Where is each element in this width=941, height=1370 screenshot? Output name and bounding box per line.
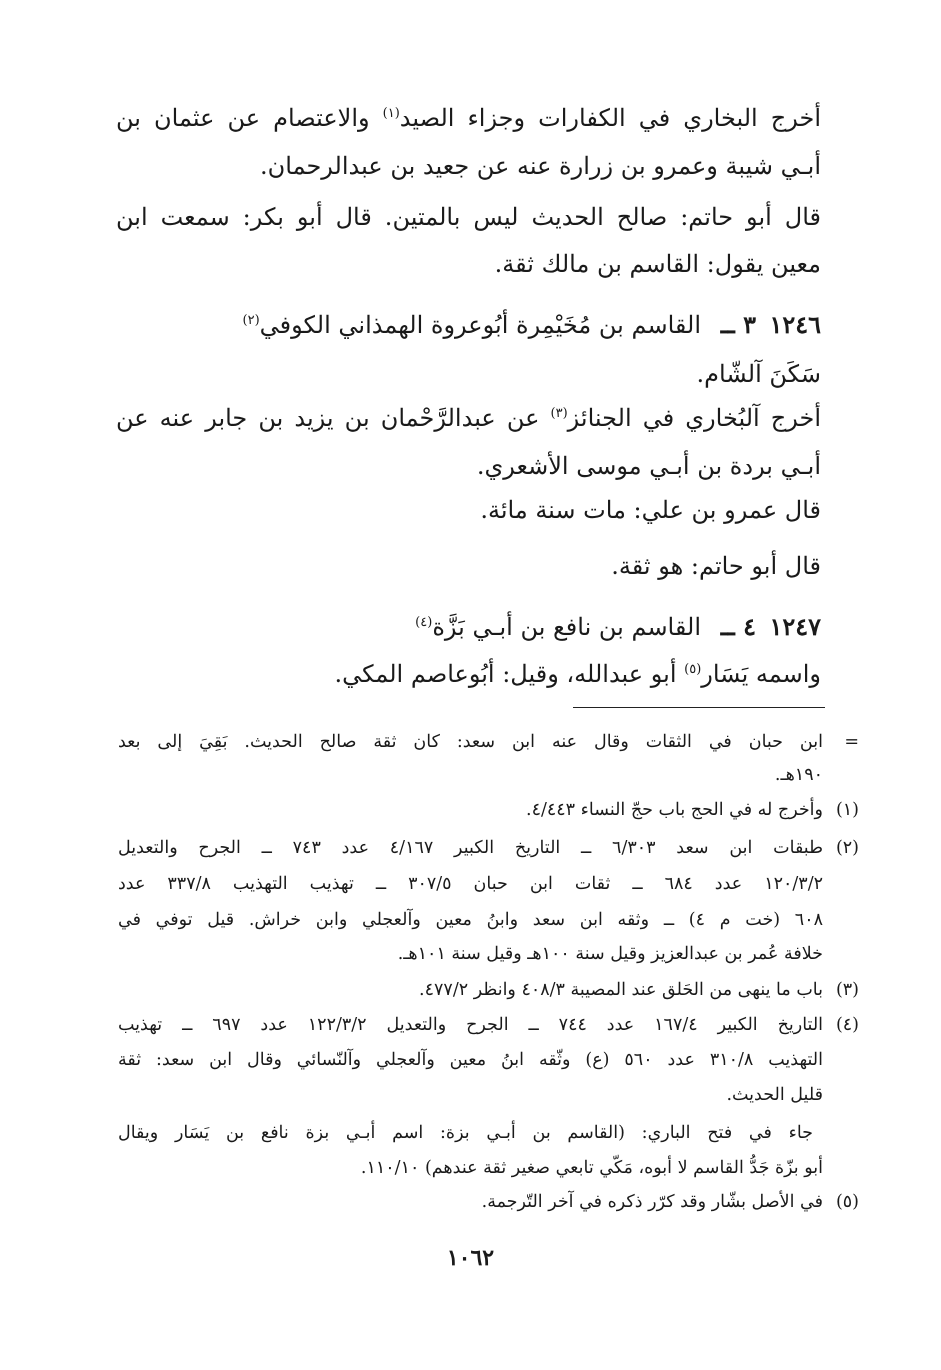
entry-1246-line-5: قال عمرو بن علي: مات سنة مائة. — [480, 496, 821, 524]
entry-1246-line-6: قال أبو حاتم: هو ثقة. — [611, 552, 821, 580]
footnote-2-line-2: ١٢٠/٣/٢ عدد ٦٨٤ ــ ثقات ابن حبان ٣٠٧/٥ ــ تهذيب التهذيب ٣٣٧/٨ عدد — [118, 874, 823, 894]
footnote-separator — [573, 707, 825, 708]
footnote-continuation-line-2: ١٩٠هـ. — [774, 765, 823, 785]
entry-1247-line-2: واسمه يَسَار$^{(٥)}$ أبو عبدالله، وقيل: أبُوعاصم المكي. — [334, 660, 821, 688]
paragraph-1-line-1: أخرج البخاري في الكفارات وجزاء الصيد$^{(١)}$ والاعتصام عن عثمان بن — [116, 104, 822, 132]
page-number: ١٠٦٢ — [446, 1245, 495, 1271]
footnote-1: (١) وأخرج له في الحج باب حجّ النساء ٤/٤٤٣. — [526, 800, 859, 820]
footnote-4-line-2: التهذيب ٣١٠/٨ عدد ٥٦٠ (ع) وثّقه ابنُ معين وآلعجلي وآلنّسائي وقال ابن سعد: ثقة — [118, 1050, 823, 1070]
footnote-ref-4: (٤) — [415, 615, 433, 630]
footnote-continuation-line-1: = ابن حبان في الثقات وقال عنه ابن سعد: كان ثقة صالح الحديث. بَقِيَ إلى بعد — [118, 732, 859, 752]
footnote-4-line-5: أبو بزّة جَدُّ القاسم لا أبوه، مَكّي تابعي صغير ثقة عندهم) ١١٠/١٠. — [360, 1158, 823, 1178]
footnote-4-line-1: (٤) التاريخ الكبير ١٦٧/٤ عدد ٧٤٤ ــ الجرح والتعديل ١٢٢/٣/٢ عدد ٦٩٧ ــ تهذيب — [118, 1015, 859, 1035]
footnote-ref-1: (١) — [382, 106, 400, 121]
paragraph-2-line-1: قال أبو حاتم: صالح الحديث ليس بالمتين. قال أبو بكر: سمعت ابن — [116, 203, 821, 231]
entry-number: ١٢٤٦ — [769, 310, 821, 339]
entry-name: القاسم بن مُخَيْمِرة أبُوعروة الهمذاني الكوفي$^{(٢)}$ — [242, 311, 701, 339]
footnote-2-line-3: ٦٠٨ (خت م ٤) ــ وثقه ابن سعد وابنُ معين وآلعجلي وابن خراش. قيل توفي في — [118, 910, 823, 930]
entry-name: القاسم بن نافع بن أبـي بَزَّة$^{(٤)}$ — [415, 613, 701, 641]
footnote-4-line-4: جاء في فتح الباري: (القاسم بن أبـي بزة: اسم أبـي بزة نافع بن يَسَار ويقال — [118, 1123, 813, 1143]
footnote-ref-3: (٣) — [550, 406, 568, 421]
footnote-ref-2: (٢) — [242, 313, 260, 328]
footnote-2-line-1: (٢) طبقات ابن سعد ٦/٣٠٣ ــ التاريخ الكبير ٤/١٦٧ عدد ٧٤٣ ــ الجرح والتعديل — [118, 838, 859, 858]
footnote-5: (٥) في الأصل بشّار وقد كرّر ذكره في آخر التّرجمة. — [481, 1192, 859, 1212]
entry-subnumber: ٤ ــ — [720, 612, 756, 641]
footnote-4-line-3: قليل الحديث. — [726, 1085, 823, 1105]
footnote-2-line-4: خلافة عُمر بن عبدالعزيز وقيل سنة ١٠٠هـ وقيل سنة ١٠١هـ. — [397, 944, 823, 964]
footnote-ref-5: (٥) — [684, 662, 702, 677]
entry-1246-heading — [116, 310, 821, 339]
paragraph-1-line-2: أبـي شيبة وعمرو بن زرارة عنه عن جعيد بن عبدالرحمان. — [260, 152, 821, 180]
paragraph-2-line-2: معين يقول: القاسم بن مالك ثقة. — [494, 250, 821, 278]
main-text — [116, 104, 821, 132]
footnote-3: (٣) باب ما ينهى من الحَلق عند المصيبة ٤٠٨/٣ وانظر ٤٧٧/٢. — [419, 980, 859, 1000]
entry-subnumber: ٣ ــ — [720, 310, 756, 339]
entry-1246-line-4: أبـي بردة بن أبـي موسى الأشعري. — [476, 452, 821, 480]
entry-1247-heading — [116, 612, 821, 641]
entry-number: ١٢٤٧ — [769, 612, 821, 641]
entry-1246-line-3: أخرج آلبُخاري في الجنائز$^{(٣)}$ عن عبدالرَّحْمان بن يزيد بن جابر عنه عن — [116, 404, 822, 432]
entry-1246-line-2: سَكَنَ آلشّام. — [696, 360, 821, 388]
